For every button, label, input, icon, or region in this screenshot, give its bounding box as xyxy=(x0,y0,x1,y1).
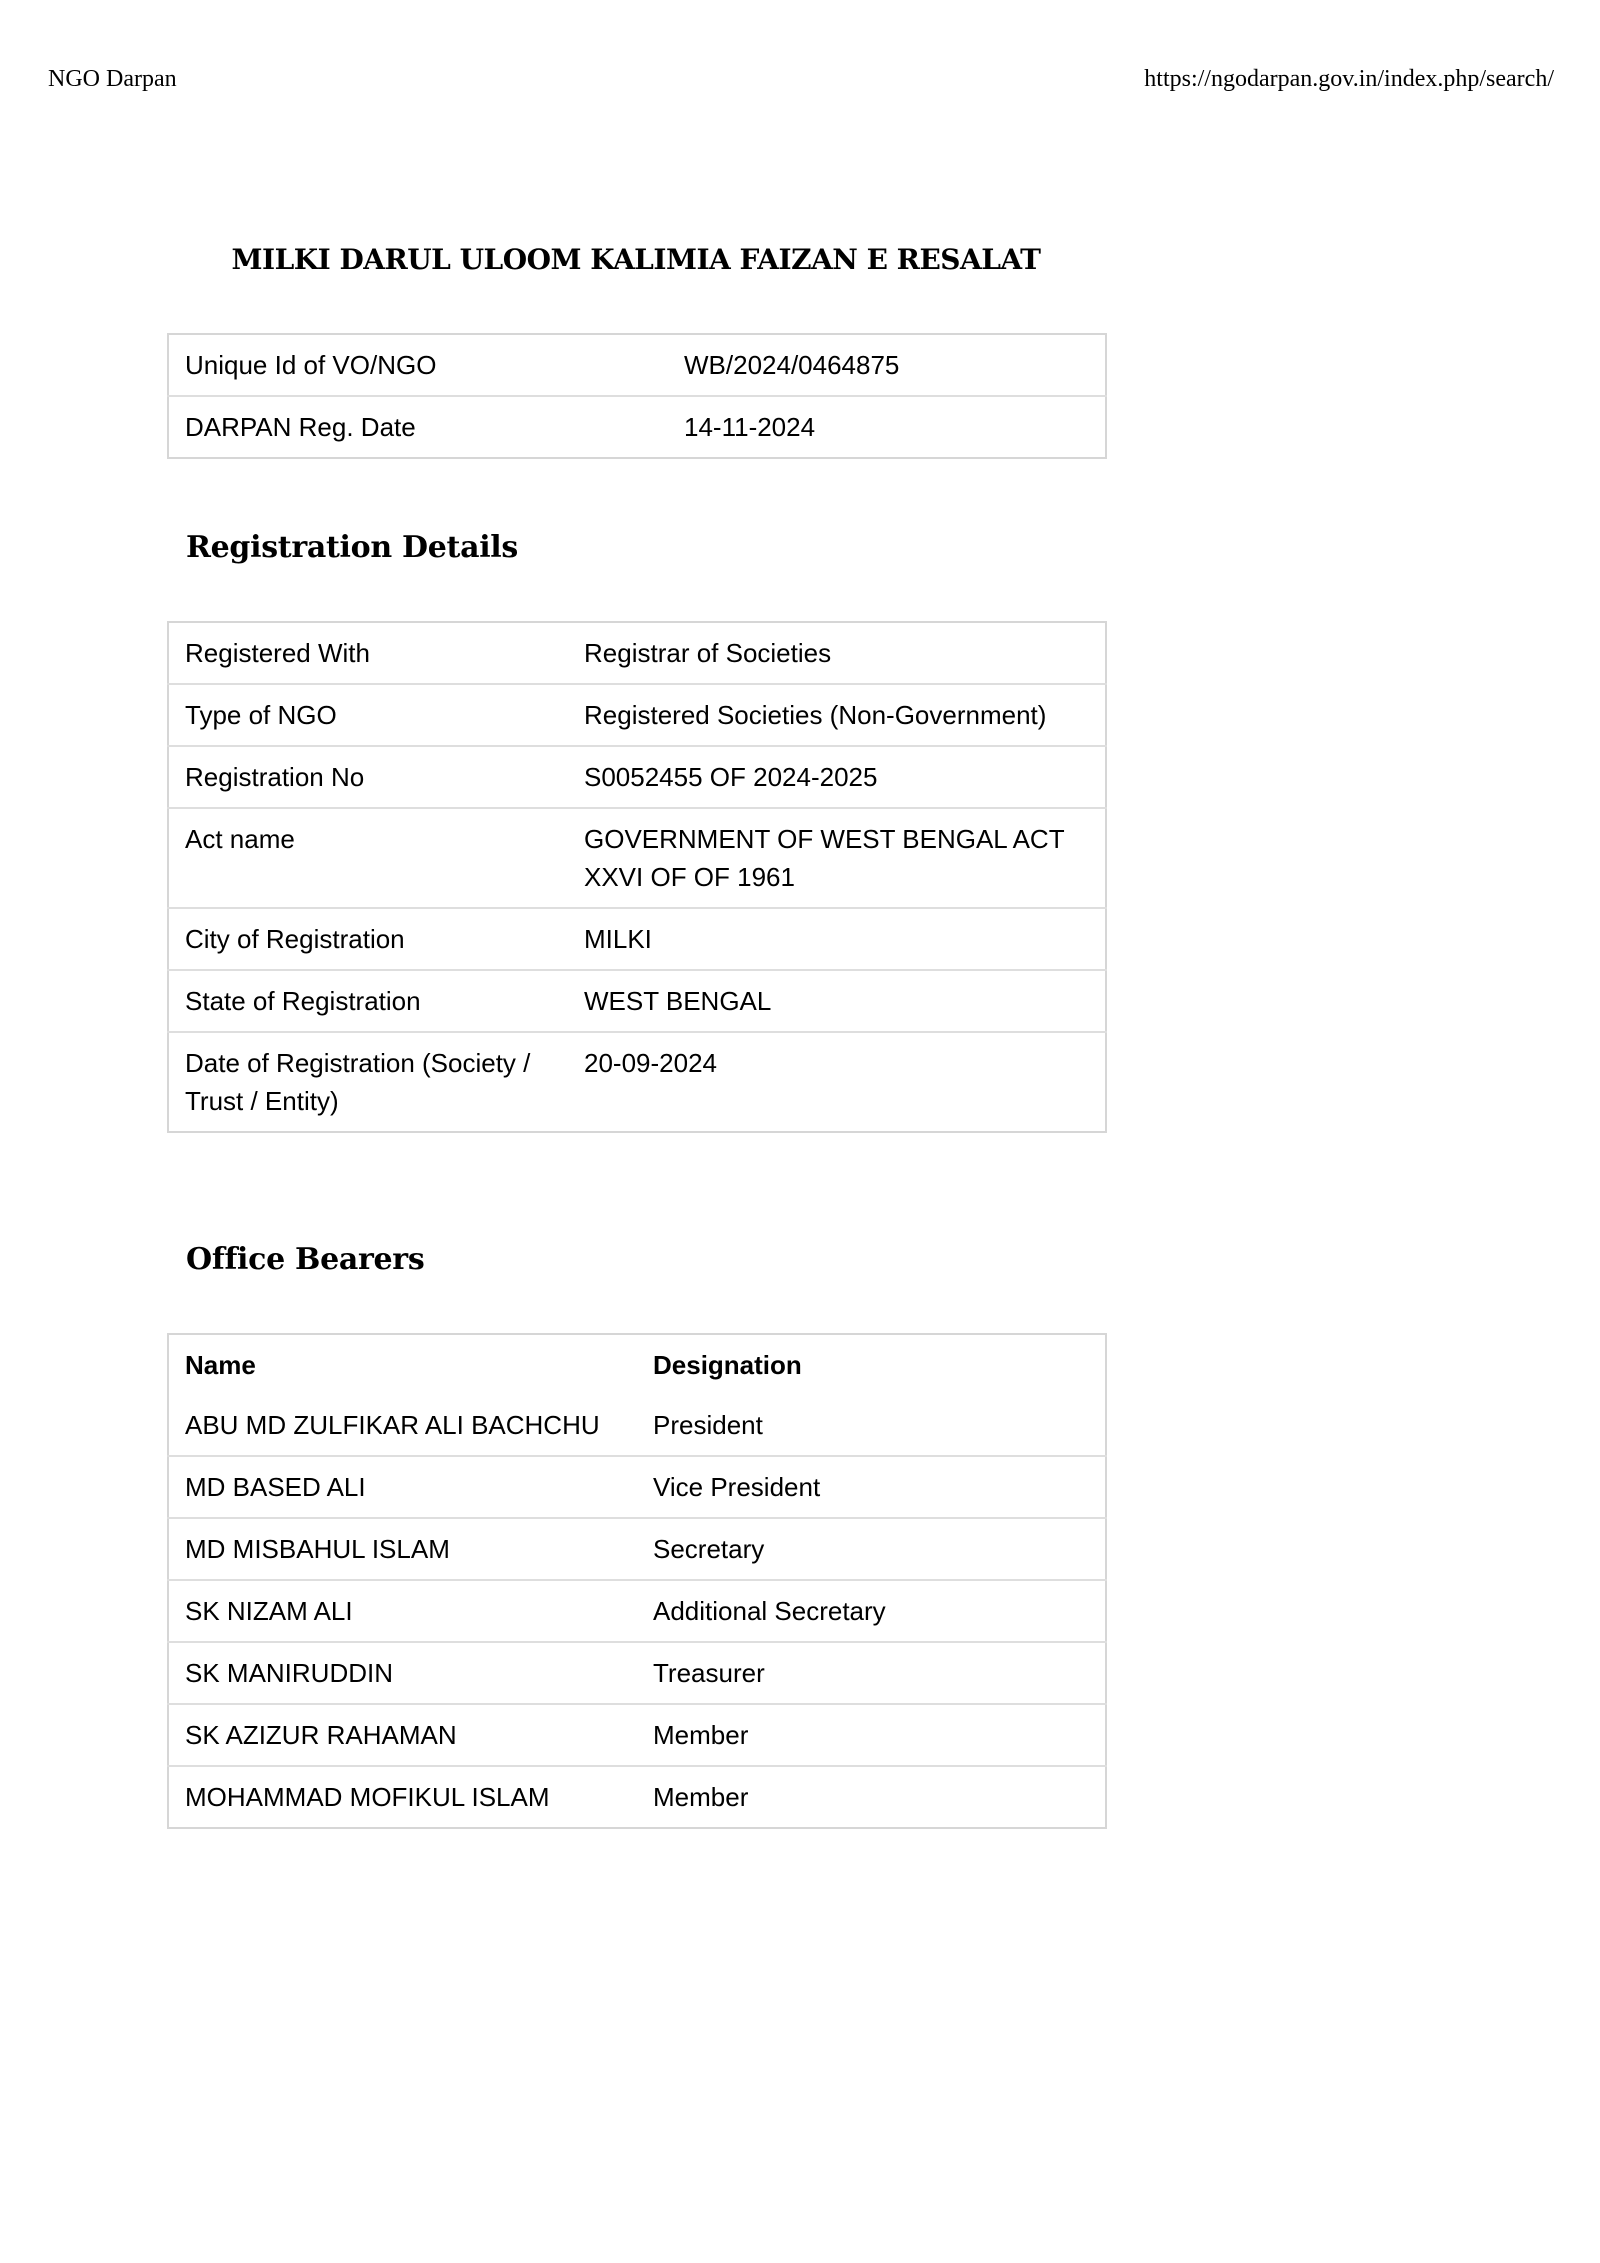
table-row xyxy=(168,396,1106,458)
darpan-reg-date-label: DARPAN Reg. Date xyxy=(168,396,668,458)
column-header-designation: Designation xyxy=(653,1350,802,1380)
bearer-designation: Additional Secretary xyxy=(637,1580,1106,1642)
table-row xyxy=(168,1518,1106,1580)
bearer-name: MD MISBAHUL ISLAM xyxy=(168,1518,637,1580)
bearer-designation: Treasurer xyxy=(637,1642,1106,1704)
table-row xyxy=(168,1766,1106,1828)
act-name-value: GOVERNMENT OF WEST BENGAL ACT XXVI OF OF 1961 xyxy=(568,808,1106,908)
registration-details-table xyxy=(167,621,1107,1133)
organization-title: MILKI DARUL ULOOM KALIMIA FAIZAN E RESALAT xyxy=(231,243,1041,276)
state-of-registration-label: State of Registration xyxy=(168,970,568,1032)
darpan-reg-date-value: 14-11-2024 xyxy=(668,396,1106,458)
date-of-registration-label: Date of Registration (Society / Trust / Entity) xyxy=(168,1032,568,1132)
unique-id-label: Unique Id of VO/NGO xyxy=(185,350,437,380)
bearer-name: SK MANIRUDDIN xyxy=(168,1642,637,1704)
table-row xyxy=(168,908,1106,970)
table-row xyxy=(168,1456,1106,1518)
date-of-registration-value: 20-09-2024 xyxy=(568,1032,1106,1132)
bearer-designation: Member xyxy=(637,1766,1106,1828)
bearer-designation: Vice President xyxy=(637,1456,1106,1518)
office-bearers-table xyxy=(167,1333,1107,1829)
table-row xyxy=(168,808,1106,908)
print-header-site-name: NGO Darpan xyxy=(48,66,177,92)
office-bearers-heading: Office Bearers xyxy=(186,1242,425,1277)
summary-table xyxy=(167,333,1107,459)
bearer-name: SK NIZAM ALI xyxy=(168,1580,637,1642)
ngo-type-label: Type of NGO xyxy=(168,684,568,746)
registered-with-value: Registrar of Societies xyxy=(584,638,832,668)
bearer-name: ABU MD ZULFIKAR ALI BACHCHU xyxy=(185,1410,600,1440)
table-row xyxy=(168,1032,1106,1132)
table-row xyxy=(168,746,1106,808)
table-row xyxy=(168,1580,1106,1642)
bearer-name: MOHAMMAD MOFIKUL ISLAM xyxy=(168,1766,637,1828)
table-row xyxy=(168,622,1106,684)
state-of-registration-value: WEST BENGAL xyxy=(568,970,1106,1032)
bearer-name: MD BASED ALI xyxy=(168,1456,637,1518)
bearer-designation: Secretary xyxy=(637,1518,1106,1580)
registration-no-label: Registration No xyxy=(168,746,568,808)
table-row xyxy=(168,970,1106,1032)
table-row xyxy=(168,1704,1106,1766)
table-row xyxy=(168,1642,1106,1704)
bearer-name: SK AZIZUR RAHAMAN xyxy=(168,1704,637,1766)
act-name-label: Act name xyxy=(168,808,568,908)
bearer-designation: Member xyxy=(637,1704,1106,1766)
print-header-url: https://ngodarpan.gov.in/index.php/search/ xyxy=(1144,66,1554,92)
table-row xyxy=(168,1395,1106,1456)
registration-no-value: S0052455 OF 2024-2025 xyxy=(568,746,1106,808)
column-header-name: Name xyxy=(185,1350,256,1380)
table-row xyxy=(168,684,1106,746)
table-header-row xyxy=(168,1334,1106,1395)
bearer-designation: President xyxy=(653,1410,763,1440)
table-row xyxy=(168,334,1106,396)
city-of-registration-label: City of Registration xyxy=(168,908,568,970)
registration-details-heading: Registration Details xyxy=(186,530,518,565)
city-of-registration-value: MILKI xyxy=(568,908,1106,970)
registered-with-label: Registered With xyxy=(185,638,370,668)
unique-id-value: WB/2024/0464875 xyxy=(684,350,900,380)
ngo-type-value: Registered Societies (Non-Government) xyxy=(568,684,1106,746)
